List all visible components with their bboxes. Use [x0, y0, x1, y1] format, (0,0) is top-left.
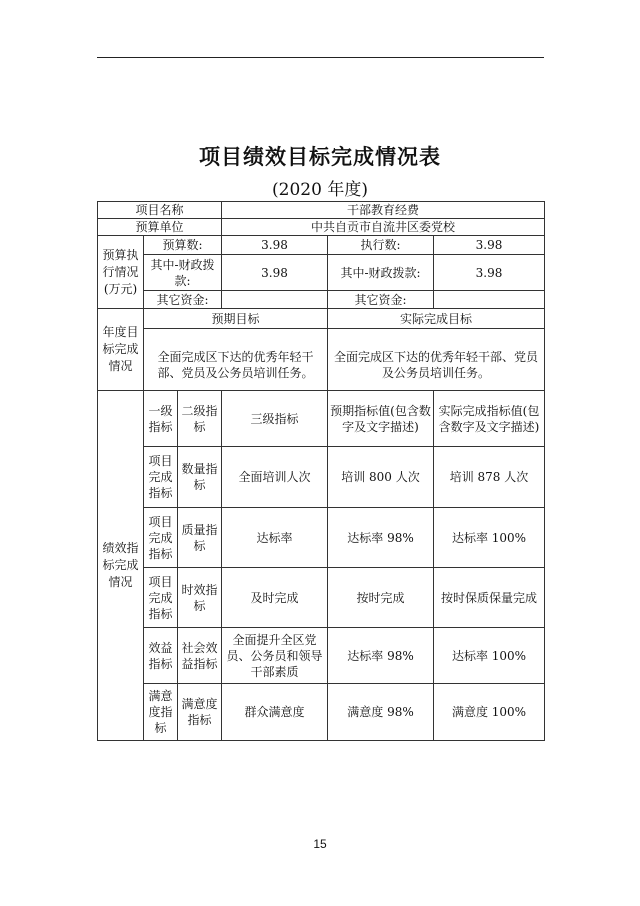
year-subtitle: (2020 年度) — [272, 180, 368, 200]
indicator-level1: 满意度指标 — [144, 684, 178, 741]
indicator-expected: 按时完成 — [328, 568, 434, 628]
other-label-right: 其它资金: — [328, 291, 434, 309]
budget-unit-value: 中共自贡市自流井区委党校 — [222, 219, 545, 236]
indicator-expected: 满意度 98% — [328, 684, 434, 741]
indicator-level1: 项目完成指标 — [144, 508, 178, 568]
indicator-level1: 项目完成指标 — [144, 568, 178, 628]
actual-goal-header: 实际完成目标 — [328, 309, 545, 329]
header-expected: 预期指标值(包含数字及文字描述) — [328, 391, 434, 447]
project-name-label: 项目名称 — [98, 202, 222, 219]
budget-unit-label: 预算单位 — [98, 219, 222, 236]
indicator-level3: 全面提升全区党员、公务员和领导干部素质 — [222, 628, 328, 684]
indicator-level2: 满意度指标 — [178, 684, 222, 741]
budget-exec-label: 预算执行情况(万元) — [98, 236, 144, 309]
indicator-level2: 社会效益指标 — [178, 628, 222, 684]
table-row — [98, 684, 545, 741]
indicator-level1: 效益指标 — [144, 628, 178, 684]
annual-goal-label: 年度目标完成情况 — [98, 309, 144, 391]
header-rule — [97, 57, 544, 58]
indicator-actual: 培训 878 人次 — [434, 447, 545, 508]
indicator-expected: 达标率 98% — [328, 508, 434, 568]
page-title: 项目绩效目标完成情况表 — [199, 144, 441, 169]
indicator-actual: 达标率 100% — [434, 628, 545, 684]
page-number: 15 — [313, 837, 327, 851]
header-actual: 实际完成指标值(包含数字及文字描述) — [434, 391, 545, 447]
table-row — [98, 508, 545, 568]
indicator-level3: 全面培训人次 — [222, 447, 328, 508]
fiscal-value-left: 3.98 — [222, 255, 328, 291]
indicator-level2: 质量指标 — [178, 508, 222, 568]
indicator-expected: 达标率 98% — [328, 628, 434, 684]
fiscal-value-right: 3.98 — [434, 255, 545, 291]
fiscal-label-right: 其中-财政拨款: — [328, 255, 434, 291]
table-row — [98, 568, 545, 628]
other-label-left: 其它资金: — [144, 291, 222, 309]
budget-label: 预算数: — [144, 236, 222, 255]
performance-table — [97, 201, 545, 741]
header-level1: 一级指标 — [144, 391, 178, 447]
indicator-level1: 项目完成指标 — [144, 447, 178, 508]
indicator-level3: 群众满意度 — [222, 684, 328, 741]
budget-value: 3.98 — [222, 236, 328, 255]
header-level2: 二级指标 — [178, 391, 222, 447]
project-name-value: 干部教育经费 — [222, 202, 545, 219]
indicator-level2: 时效指标 — [178, 568, 222, 628]
header-level3: 三级指标 — [222, 391, 328, 447]
exec-label: 执行数: — [328, 236, 434, 255]
table-row — [98, 628, 545, 684]
other-value-right — [434, 291, 545, 309]
exec-value: 3.98 — [434, 236, 545, 255]
expected-goal-text: 全面完成区下达的优秀年轻干部、党员及公务员培训任务。 — [144, 329, 328, 391]
expected-goal-header: 预期目标 — [144, 309, 328, 329]
perf-label: 绩效指标完成情况 — [98, 391, 144, 741]
fiscal-label-left: 其中-财政拨款: — [144, 255, 222, 291]
indicator-actual: 满意度 100% — [434, 684, 545, 741]
other-value-left — [222, 291, 328, 309]
indicator-level2: 数量指标 — [178, 447, 222, 508]
actual-goal-text: 全面完成区下达的优秀年轻干部、党员及公务员培训任务。 — [328, 329, 545, 391]
indicator-expected: 培训 800 人次 — [328, 447, 434, 508]
indicator-actual: 按时保质保量完成 — [434, 568, 545, 628]
table-row — [98, 447, 545, 508]
indicator-level3: 及时完成 — [222, 568, 328, 628]
indicator-actual: 达标率 100% — [434, 508, 545, 568]
indicator-level3: 达标率 — [222, 508, 328, 568]
